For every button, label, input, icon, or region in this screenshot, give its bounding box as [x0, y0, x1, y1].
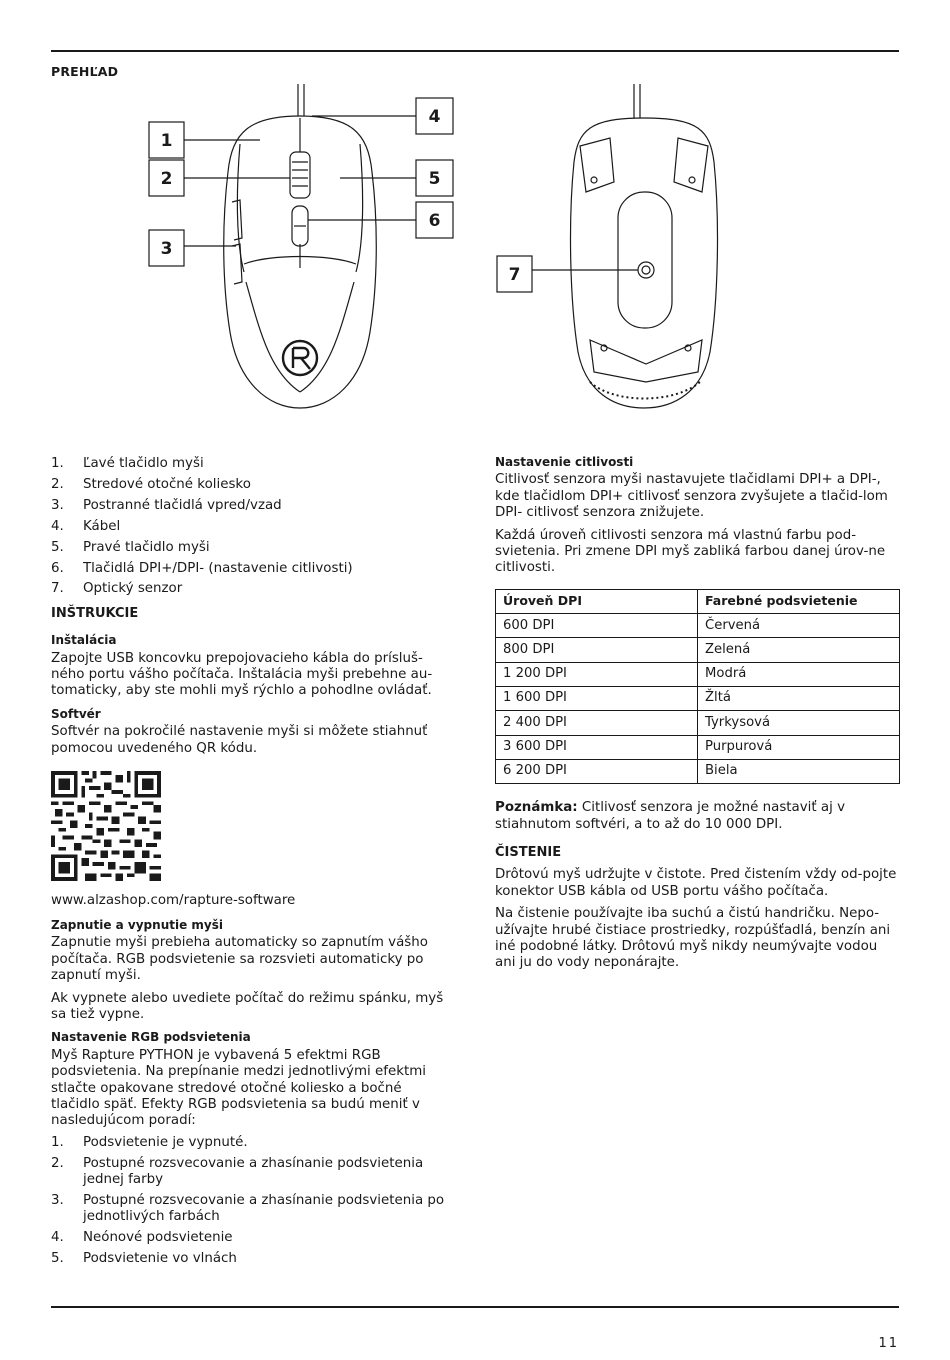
callout-5: 5	[428, 169, 441, 189]
list-item: 7. Optický senzor	[51, 581, 183, 597]
list-item: 1. Podsvietenie je vypnuté.	[51, 1134, 248, 1150]
sensitivity-heading: Nastavenie citlivosti	[495, 455, 634, 469]
list-item: 5. Podsvietenie vo vlnách	[51, 1251, 237, 1267]
note-label: Poznámka:	[495, 800, 578, 816]
mouse-top-view-figure	[140, 82, 470, 414]
bottom-rule	[51, 1306, 899, 1308]
callout-4: 4	[428, 107, 441, 127]
sensitivity-text-2: Každá úroveň citlivosti senzora má vlastnú farbu pod-svietenia. Pri zmene DPI myš zabliká farbou danej úrov-ne citlivosti.	[495, 527, 886, 576]
power-text-1: Zapnutie myši prebieha automaticky so zapnutím vášho počítača. RGB podsvietenie sa rozsvieti automaticky po zapnutí myši.	[51, 935, 428, 984]
list-item: 2. Postupné rozsvecovanie a zhasínanie podsvietenia jednej farby	[51, 1155, 424, 1188]
instructions-title: INŠTRUKCIE	[51, 605, 139, 621]
rgb-effects-list	[51, 1135, 451, 1268]
software-text: Softvér na pokročilé nastavenie myši si môžete stiahnuť pomocou uvedeného QR kódu.	[51, 724, 428, 756]
list-item: 1. Ľavé tlačidlo myši	[51, 456, 204, 471]
table-row: 3 600 DPI Purpurová	[496, 735, 900, 759]
section-title: PREHĽAD	[51, 64, 119, 79]
optical-sensor	[638, 262, 654, 278]
qr-code[interactable]	[51, 771, 161, 881]
callout-7: 7	[508, 265, 521, 285]
table-header-dpi: Úroveň DPI	[496, 589, 698, 613]
callout-3: 3	[160, 239, 173, 259]
software-heading: Softvér	[51, 706, 101, 721]
table-row: 800 DPI Zelená	[496, 638, 900, 662]
list-item: 4. Neónové podsvietenie	[51, 1230, 233, 1246]
page-number: 11	[878, 1336, 899, 1351]
power-text-2: Ak vypnete alebo uvediete počítač do režimu spánku, myš sa tiež vypne.	[51, 990, 444, 1022]
list-item: 4. Kábel	[51, 518, 121, 534]
table-header-row	[496, 589, 900, 613]
parts-list	[51, 456, 451, 598]
note-text: Citlivosť senzora je možné nastaviť aj v stiahnutom softvéri, a to až do 10 000 DPI.	[495, 800, 846, 832]
list-item: 2. Stredové otočné koliesko	[51, 476, 251, 492]
left-column	[51, 456, 451, 1272]
sensitivity-text-1: Citlivosť senzora myši nastavujete tlačidlami DPI+ a DPI-, kde tlačidlom DPI+ citlivosť senzora zvyšujete a tlačid-lom DPI- citlivosť senzora znižujete.	[495, 472, 888, 521]
top-rule	[51, 50, 899, 52]
list-item: 3. Postranné tlačidlá vpred/vzad	[51, 497, 282, 513]
note	[495, 800, 900, 833]
cleaning-title: ČISTENIE	[495, 845, 562, 861]
table-row: 1 600 DPI Žltá	[496, 687, 900, 711]
callout-1: 1	[160, 131, 173, 151]
table-row: 6 200 DPI Biela	[496, 759, 900, 783]
power-heading: Zapnutie a vypnutie myši	[51, 917, 223, 932]
list-item: 3. Postupné rozsvecovanie a zhasínanie podsvietenia po jednotlivých farbách	[51, 1193, 445, 1225]
list-item: 5. Pravé tlačidlo myši	[51, 539, 210, 555]
table-row: 600 DPI Červená	[496, 614, 900, 638]
cleaning-text-1: Drôtovú myš udržujte v čistote. Pred čistením vždy od-pojte konektor USB kábla od USB portu vášho počítača.	[495, 867, 897, 899]
list-item: 6. Tlačidlá DPI+/DPI- (nastavenie citlivosti)	[51, 560, 353, 576]
rgb-text: Myš Rapture PYTHON je vybavená 5 efektmi RGB podsvietenia. Na prepínanie medzi jednotlivými efektmi stlačte opakovane stredové otočné koliesko a bočné tlačidlo späť. Efekty RGB podsvietenia sa budú meniť v nasledujúcom poradí:	[51, 1047, 426, 1129]
callout-2: 2	[160, 169, 173, 189]
table-header-color: Farebné podsvietenie	[698, 589, 900, 613]
table-row: 2 400 DPI Tyrkysová	[496, 711, 900, 735]
installation-heading: Inštalácia	[51, 633, 117, 648]
table-row: 1 200 DPI Modrá	[496, 662, 900, 686]
software-url[interactable]: www.alzashop.com/rapture-software	[51, 892, 296, 908]
mouse-bottom-view-figure	[494, 82, 734, 414]
right-column	[495, 450, 900, 978]
rgb-heading: Nastavenie RGB podsvietenia	[51, 1030, 251, 1045]
cleaning-text-2: Na čistenie používajte iba suchú a čistú handričku. Nepo-užívajte hrubé čistiace prostriedky, rozpúšťadlá, benzín ani iné podobné látky. Drôtovú myš nikdy neumývajte vodou ani ju do vody neponárajte.	[495, 906, 891, 971]
callout-6: 6	[428, 211, 441, 231]
dpi-color-table	[495, 589, 900, 784]
installation-text: Zapojte USB koncovku prepojovacieho kábla do prísluš-ného portu vášho počítača. Inštalácia myši prebehne au-tomaticky, aby ste mohli myš rýchlo a pohodlne ovládať.	[51, 650, 433, 699]
